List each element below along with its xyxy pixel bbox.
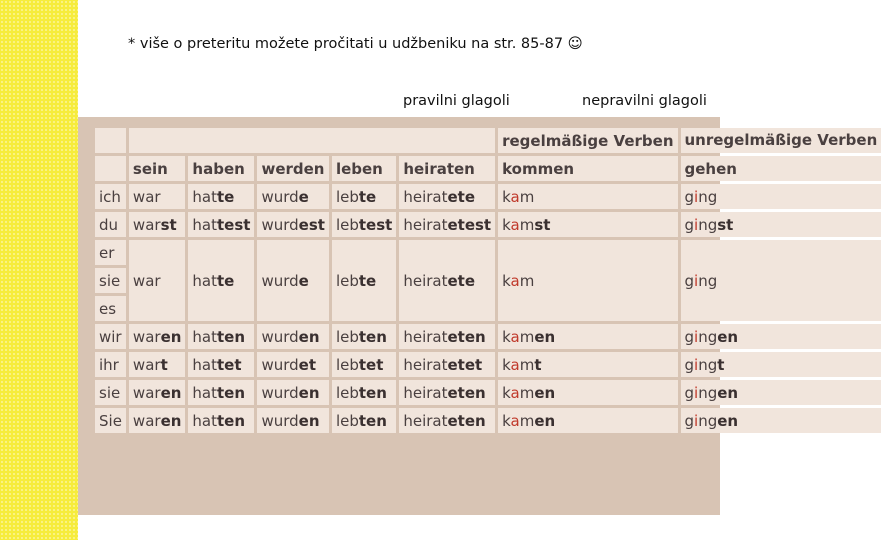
verb-header: gehen xyxy=(681,156,882,181)
conjugation-cell: hatten xyxy=(188,380,254,405)
conjugation-cell: heiratetest xyxy=(399,212,495,237)
verb-header: heiraten xyxy=(399,156,495,181)
conjugation-cell: gingt xyxy=(681,352,882,377)
conjugation-cell: war xyxy=(129,184,186,209)
yellow-sidebar xyxy=(0,0,78,540)
conjugation-table-photo xyxy=(78,117,878,515)
table-row xyxy=(95,240,881,265)
conjugation-cell: hattet xyxy=(188,352,254,377)
conjugation-cell: gingst xyxy=(681,212,882,237)
conjugation-cell: hattest xyxy=(188,212,254,237)
conjugation-cell: wart xyxy=(129,352,186,377)
conjugation-cell: gingen xyxy=(681,380,882,405)
conjugation-cell: waren xyxy=(129,408,186,433)
pronoun-cell: ich xyxy=(95,184,126,209)
pronoun-cell: sie xyxy=(95,268,126,293)
conjugation-cell: lebtest xyxy=(332,212,396,237)
conjugation-cell: kamen xyxy=(498,380,677,405)
conjugation-cell: gingen xyxy=(681,324,882,349)
conjugation-cell: waren xyxy=(129,324,186,349)
conjugation-cell: wurdest xyxy=(257,212,328,237)
conjugation-cell: heirateten xyxy=(399,408,495,433)
conjugation-cell: waren xyxy=(129,380,186,405)
pronoun-cell: es xyxy=(95,296,126,321)
pronoun-cell: Sie xyxy=(95,408,126,433)
conjugation-cell: gingen xyxy=(681,408,882,433)
conjugation-cell: wurden xyxy=(257,408,328,433)
conjugation-cell: hatte xyxy=(188,240,254,321)
verb-header: haben xyxy=(188,156,254,181)
textbook-note: * više o preteritu možete pročitati u udžbeniku na str. 85-87 ☺ xyxy=(128,36,583,52)
pronoun-cell: er xyxy=(95,240,126,265)
conjugation-cell: heiratete xyxy=(399,240,495,321)
verb-header: werden xyxy=(257,156,328,181)
conjugation-cell: lebte xyxy=(332,184,396,209)
conjugation-cell: heiratetet xyxy=(399,352,495,377)
conjugation-cell: hatten xyxy=(188,408,254,433)
pronoun-cell: wir xyxy=(95,324,126,349)
empty-cell xyxy=(95,156,126,181)
table-row xyxy=(95,380,881,405)
conjugation-cell: wurde xyxy=(257,240,328,321)
empty-cell xyxy=(129,128,495,153)
regular-verbs-heading: regelmäßige Verben xyxy=(498,128,677,153)
conjugation-cell: ging xyxy=(681,240,882,321)
conjugation-cell: kam xyxy=(498,184,677,209)
empty-cell xyxy=(95,128,126,153)
conjugation-cell: lebten xyxy=(332,324,396,349)
conjugation-cell: lebte xyxy=(332,240,396,321)
conjugation-cell: kam xyxy=(498,240,677,321)
verb-header: kommen xyxy=(498,156,677,181)
conjugation-cell: lebtet xyxy=(332,352,396,377)
table-row xyxy=(95,324,881,349)
regular-verbs-label: pravilni glagoli xyxy=(403,93,510,109)
conjugation-cell: wurdet xyxy=(257,352,328,377)
table-row xyxy=(95,184,881,209)
pronoun-cell: du xyxy=(95,212,126,237)
conjugation-cell: kamst xyxy=(498,212,677,237)
irregular-verbs-label: nepravilni glagoli xyxy=(582,93,707,109)
group-header-row xyxy=(95,128,881,153)
verb-header: sein xyxy=(129,156,186,181)
conjugation-cell: hatte xyxy=(188,184,254,209)
conjugation-cell: lebten xyxy=(332,380,396,405)
conjugation-cell: wurden xyxy=(257,324,328,349)
conjugation-table xyxy=(92,125,884,436)
conjugation-cell: kamen xyxy=(498,408,677,433)
conjugation-cell: heirateten xyxy=(399,380,495,405)
conjugation-cell: heirateten xyxy=(399,324,495,349)
conjugation-cell: ging xyxy=(681,184,882,209)
verb-header: leben xyxy=(332,156,396,181)
conjugation-cell: hatten xyxy=(188,324,254,349)
verb-header-row xyxy=(95,156,881,181)
conjugation-cell: wurde xyxy=(257,184,328,209)
conjugation-cell: kamt xyxy=(498,352,677,377)
pronoun-cell: sie xyxy=(95,380,126,405)
pronoun-cell: ihr xyxy=(95,352,126,377)
conjugation-cell: wurden xyxy=(257,380,328,405)
conjugation-cell: heiratete xyxy=(399,184,495,209)
table-row xyxy=(95,408,881,433)
conjugation-cell: warst xyxy=(129,212,186,237)
conjugation-cell: kamen xyxy=(498,324,677,349)
table-row xyxy=(95,352,881,377)
conjugation-cell: lebten xyxy=(332,408,396,433)
table-row xyxy=(95,212,881,237)
conjugation-cell: war xyxy=(129,240,186,321)
irregular-verbs-heading: unregelmäßige Verben xyxy=(681,128,882,153)
